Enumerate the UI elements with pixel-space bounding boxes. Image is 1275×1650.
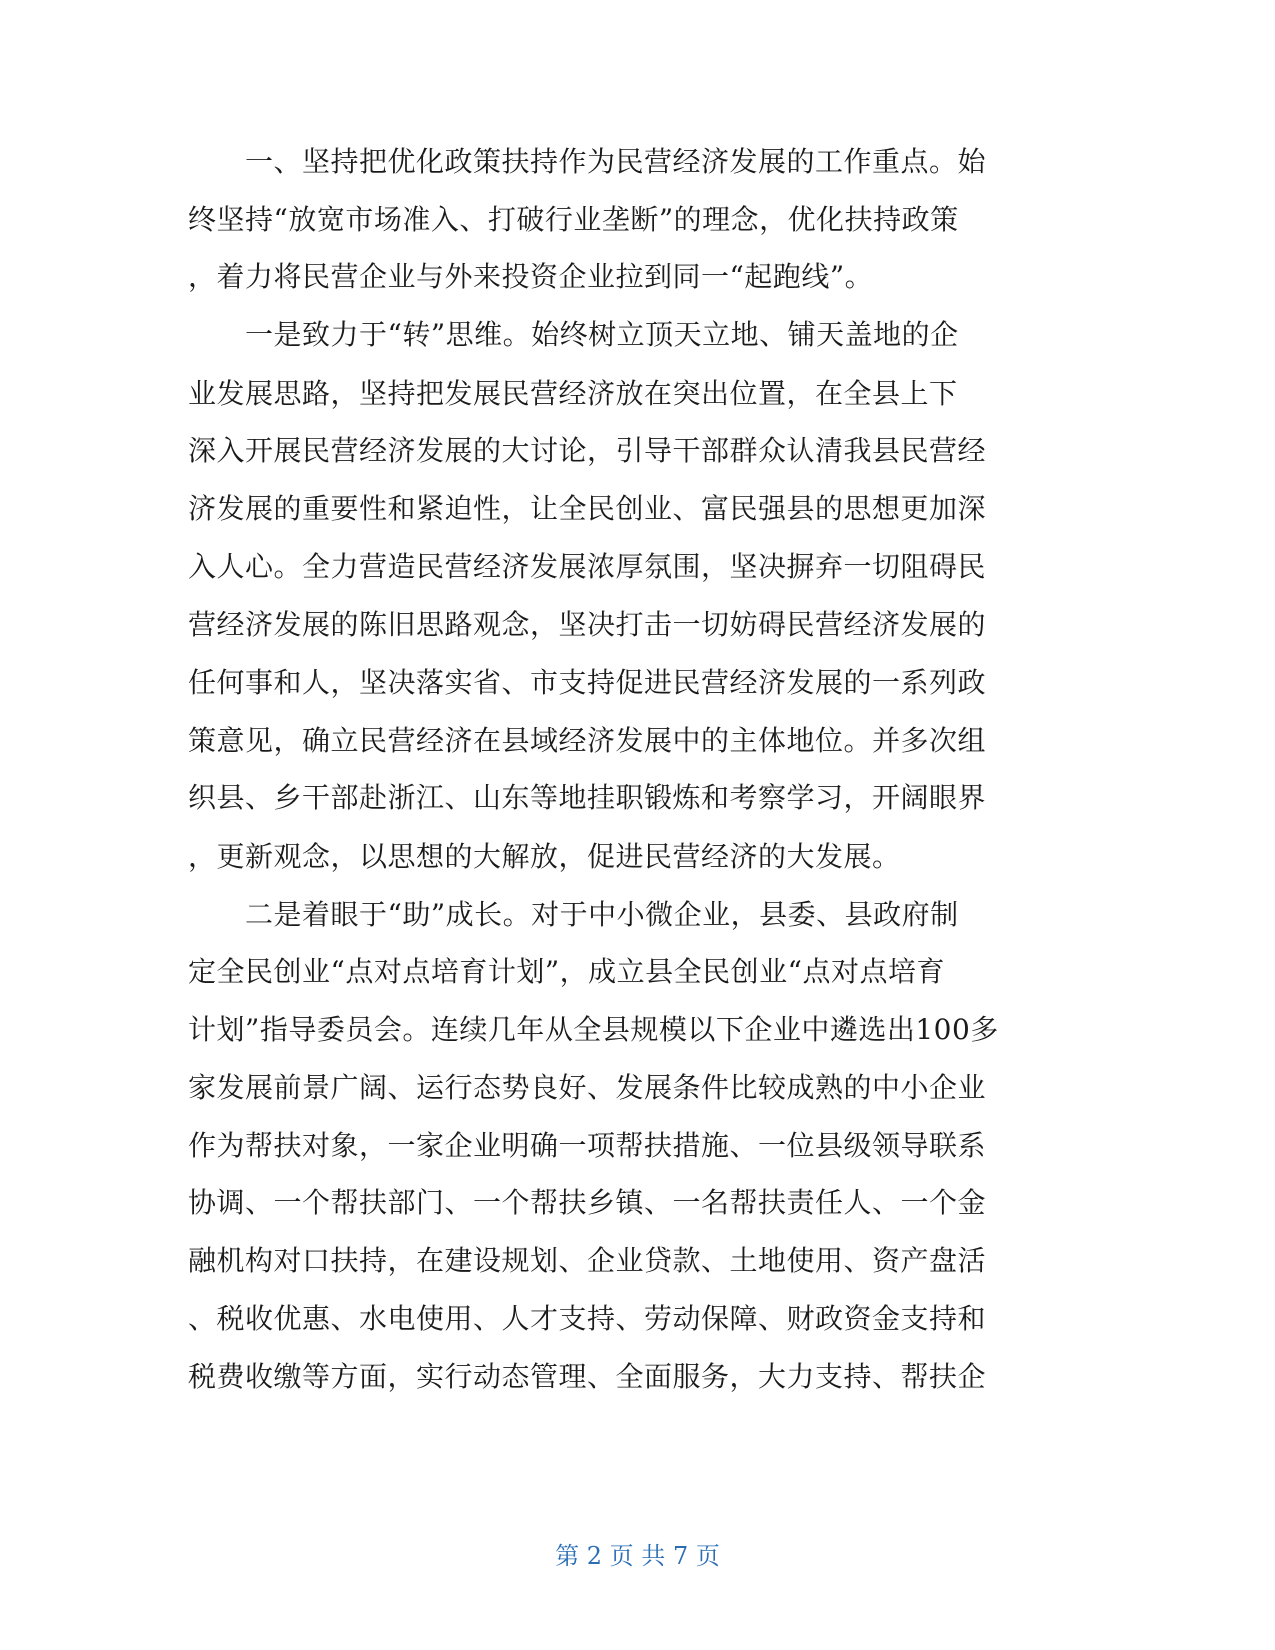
text-line: 营经济发展的陈旧思路观念，坚决打击一切妨碍民营经济发展的 [188, 608, 987, 641]
text-line: 定全民创业“点对点培育计划”，成立县全民创业“点对点培育 [188, 955, 945, 988]
text-line: 济发展的重要性和紧迫性，让全民创业、富民强县的思想更加深 [188, 492, 987, 525]
text-line: 终坚持“放宽市场准入、打破行业垄断”的理念，优化扶持政策 [188, 203, 959, 236]
text-line: 业发展思路，坚持把发展民营经济放在突出位置，在全县上下 [188, 377, 958, 410]
text-line: 任何事和人，坚决落实省、市支持促进民营经济发展的一系列政 [188, 666, 987, 699]
text-line: 二是着眼于“助”成长。对于中小微企业，县委、县政府制 [188, 898, 959, 931]
text-line: 协调、一个帮扶部门、一个帮扶乡镇、一名帮扶责任人、一个金 [188, 1186, 987, 1219]
page-number-footer: 第 2 页 共 7 页 [555, 1542, 720, 1570]
text-line: 计划”指导委员会。连续几年从全县规模以下企业中遴选出100多 [188, 1013, 999, 1046]
text-line: 一是致力于“转”思维。始终树立顶天立地、铺天盖地的企 [188, 318, 959, 351]
text-line: 家发展前景广阔、运行态势良好、发展条件比较成熟的中小企业 [188, 1071, 987, 1104]
text-line: 作为帮扶对象，一家企业明确一项帮扶措施、一位县级领导联系 [188, 1129, 987, 1162]
text-line: 策意见，确立民营经济在县域经济发展中的主体地位。并多次组 [188, 724, 987, 757]
text-line: 、税收优惠、水电使用、人才支持、劳动保障、财政资金支持和 [188, 1302, 987, 1335]
text-line: 入人心。全力营造民营经济发展浓厚氛围，坚决摒弃一切阻碍民 [188, 550, 987, 583]
text-line: 深入开展民营经济发展的大讨论，引导干部群众认清我县民营经 [188, 434, 987, 467]
text-line: 织县、乡干部赴浙江、山东等地挂职锻炼和考察学习，开阔眼界 [188, 781, 987, 814]
text-line: ，更新观念，以思想的大解放，促进民营经济的大发展。 [188, 840, 901, 873]
text-line: 税费收缴等方面，实行动态管理、全面服务，大力支持、帮扶企 [188, 1360, 987, 1393]
text-line: ，着力将民营企业与外来投资企业拉到同一“起跑线”。 [188, 260, 874, 293]
text-line: 融机构对口扶持，在建设规划、企业贷款、土地使用、资产盘活 [188, 1244, 987, 1277]
text-line: 一、坚持把优化政策扶持作为民营经济发展的工作重点。始 [188, 145, 987, 178]
